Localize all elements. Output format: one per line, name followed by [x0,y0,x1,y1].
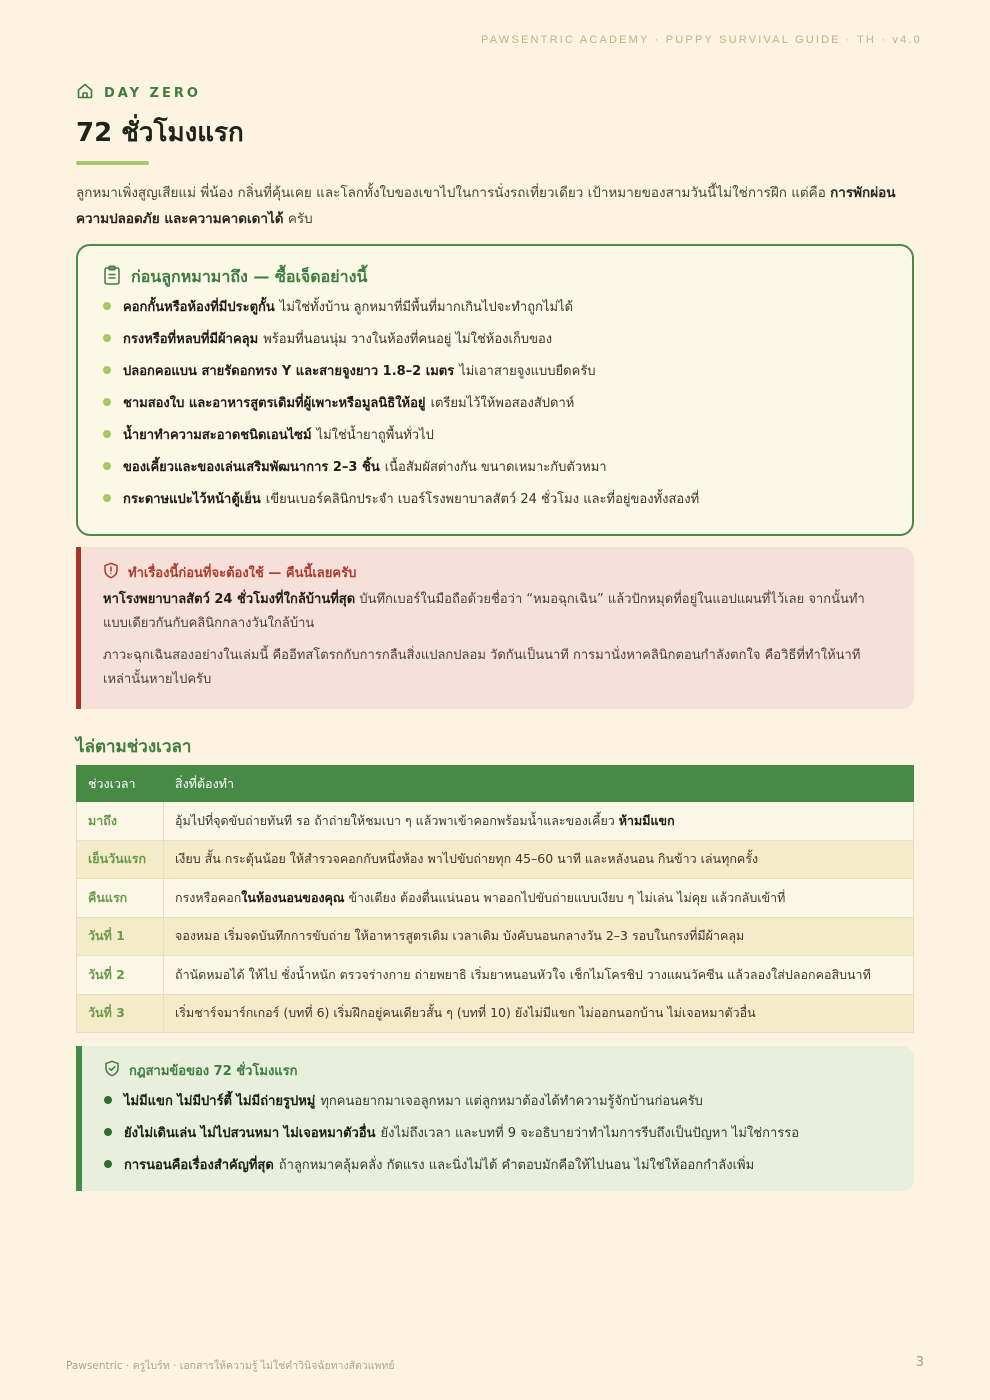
kicker [76,82,201,104]
checklist-box [76,244,914,536]
title-underline [76,161,149,165]
row-task [164,956,914,995]
rule-item [104,1116,890,1148]
checklist-item [103,386,888,418]
row-time: เย็นวันแรก [77,840,164,879]
row-time: วันที่ 2 [77,956,164,995]
checklist-items [103,290,888,514]
emergency-callout [76,547,914,709]
checklist-item [103,290,888,322]
rules-callout [76,1046,914,1191]
column-header-task: สิ่งที่ต้องทำ [164,766,914,802]
row-task [164,917,914,956]
bullet-dot [103,302,111,310]
checklist-item [103,322,888,354]
checklist-item-bold: ชามสองใบ และอาหารสูตรเดิมที่ผู้เพาะหรือมูลนิธิให้อยู่ [123,395,426,411]
callout-paragraph: ภาวะฉุกเฉินสองอย่างในเล่มนี้ คืออีทสโตรกกับการกลืนสิ่งแปลกปลอม วัดกันเป็นนาที การมานั่งหาคลินิกตอนกำลังตกใจ คือวิธีที่ทำให้นาทีเหล่านั้นหายไปครับ [103,648,861,687]
checklist-item-text: พร้อมที่นอนนุ่ม วางในห้องที่คนอยู่ ไม่ใช่ห้องเก็บของ [263,331,553,347]
checklist-item-text: เขียนเบอร์คลินิกประจำ เบอร์โรงพยาบาลสัตว์ 24 ชั่วโมง และที่อยู่ของทั้งสองที่ [265,491,700,507]
section-title: ไล่ตามช่วงเวลา [76,737,192,757]
table-row [77,917,914,956]
checklist-item [103,418,888,450]
callout-header [103,561,886,583]
checklist-item-bold: กระดาษแปะไว้หน้าตู้เย็น [123,491,261,507]
bullet-dot [104,1128,112,1136]
row-task [164,879,914,918]
home-icon [76,82,94,104]
table-header-row [77,766,914,802]
row-task [164,840,914,879]
checklist-title: ก่อนลูกหมามาถึง — ซื้อเจ็ดอย่างนี้ [131,266,368,286]
row-task-text: เงียบ สั้น กระตุ้นน้อย ให้สำรวจคอกกับหนึ่งห้อง พาไปขับถ่ายทุก 45–60 นาที และหลังนอน กินข้าว เล่นทุกครั้ง [175,851,759,867]
row-time: วันที่ 1 [77,917,164,956]
checklist-item-bold: น้ำยาทำความสะอาดชนิดเอนไซม์ [123,427,312,443]
rules-title: กฎสามข้อของ 72 ชั่วโมงแรก [129,1063,298,1079]
row-task-text: กรงหรือคอก [175,889,242,905]
intro-text: ลูกหมาเพิ่งสูญเสียแม่ พี่น้อง กลิ่นที่คุ้นเคย และโลกทั้งใบของเขาไปในการนั่งรถเที่ยวเดียว เป้าหมายของสามวันนี้ไม่ใช่การฝึก แต่คือ [76,185,831,201]
row-task-tail: ข้างเตียง ต้องตื่นแน่นอน พาออกไปขับถ่ายแบบเงียบ ๆ ไม่เล่น ไม่คุย แล้วกลับเข้าที่ [344,889,786,905]
checklist-item-text: ไม่เอาสายจูงแบบยืดครับ [459,363,596,379]
row-task [164,994,914,1033]
rule-item-text: ยังไม่ถึงเวลา และบทที่ 9 จะอธิบายว่าทำไมการรีบถึงเป็นปัญหา ไม่ใช่การรอ [380,1125,800,1141]
timeline-table [76,765,914,1033]
shield-alert-icon [103,562,119,583]
column-header-time: ช่วงเวลา [77,766,164,802]
bullet-dot [103,334,111,342]
bullet-dot [104,1096,112,1104]
row-time: คืนแรก [77,879,164,918]
row-time: วันที่ 3 [77,994,164,1033]
row-task [164,802,914,841]
page-title: 72 ชั่วโมงแรก [76,118,244,148]
callout-title: ทำเรื่องนี้ก่อนที่จะต้องใช้ — คืนนี้เลยครับ [128,565,357,581]
rule-item [104,1148,890,1180]
page-number: 3 [915,1355,924,1370]
footer-credit: Pawsentric · ครูไบร์ท · เอกสารให้ความรู้ ไม่ใช่คำวินิจฉัยทางสัตวแพทย์ [66,1360,395,1372]
bullet-dot [103,462,111,470]
intro-paragraph [76,180,914,232]
checklist-item-bold: ปลอกคอแบน สายรัดอกทรง Y และสายจูงยาว 1.8–2 เมตร [123,363,455,379]
rule-item [104,1084,890,1116]
kicker-label: DAY ZERO [104,85,201,101]
checklist-item-text: เนื้อสัมผัสต่างกัน ขนาดเหมาะกับตัวหมา [384,459,607,475]
callout-text: บันทึกเบอร์ในมือถือด้วยชื่อว่า “หมอฉุกเฉิน” แล้วปักหมุดที่อยู่ในแอปแผนที่ไว้เลย จากนั้นทำแบบเดียวกันกับคลินิกกลางวันใกล้บ้าน [103,592,865,631]
row-task-bold: ในห้องนอนของคุณ [241,889,345,905]
checklist-item-text: ไม่ใช่ทั้งบ้าน ลูกหมาที่มีพื้นที่มากเกินไปจะทำถูกไม่ได้ [279,299,574,315]
bullet-dot [103,430,111,438]
rules-header [104,1059,890,1081]
row-task-bold: ห้ามมีแขก [618,812,675,828]
checklist-item-bold: คอกกั้นหรือห้องที่มีประตูกั้น [123,299,275,315]
checklist-item-bold: ของเคี้ยวและของเล่นเสริมพัฒนาการ 2–3 ชิ้น [123,459,380,475]
running-header: PAWSENTRIC ACADEMY · PUPPY SURVIVAL GUIDE · TH · v4.0 [481,34,922,46]
rule-item-bold: ยังไม่เดินเล่น ไม่ไปสวนหมา ไม่เจอหมาตัวอื่น [124,1125,376,1141]
bullet-dot [103,494,111,502]
checklist-header [103,264,888,290]
checklist-item-bold: กรงหรือที่หลบที่มีผ้าคลุม [123,331,259,347]
bullet-dot [103,366,111,374]
rule-item-bold: การนอนคือเรื่องสำคัญที่สุด [124,1157,274,1173]
row-task-text: เริ่มชาร์จมาร์กเกอร์ (บทที่ 6) เริ่มฝึกอยู่คนเดียวสั้น ๆ (บทที่ 10) ยังไม่มีแขก ไม่ออกนอกบ้าน ไม่เจอหมาตัวอื่น [175,1005,756,1021]
rules-items [104,1084,890,1180]
clipboard-icon [103,265,121,289]
shield-check-icon [104,1060,120,1081]
callout-paragraph [103,588,886,636]
table-row [77,802,914,841]
checklist-item [103,354,888,386]
intro-emphasis: การพักผ่อน ความปลอดภัย และความคาดเดาได้ [76,185,896,227]
rule-item-text: ถ้าลูกหมาคลุ้มคลั่ง กัดแรง และนิ่งไม่ได้ คำตอบมักคือให้ไปนอน ไม่ใช่ให้ออกกำลังเพิ่ม [278,1157,755,1173]
intro-tail: ครับ [283,211,313,227]
checklist-item [103,482,888,514]
checklist-item-text: ไม่ใช่น้ำยาถูพื้นทั่วไป [316,427,434,443]
rule-item-bold: ไม่มีแขก ไม่มีปาร์ตี้ ไม่มีถ่ายรูปหมู่ [124,1093,316,1109]
checklist-item-text: เตรียมไว้ให้พอสองสัปดาห์ [430,395,575,411]
row-time: มาถึง [77,802,164,841]
table-row [77,956,914,995]
table-row [77,840,914,879]
rule-item-text: ทุกคนอยากมาเจอลูกหมา แต่ลูกหมาต้องได้ทำความรู้จักบ้านก่อนครับ [320,1093,703,1109]
table-row [77,994,914,1033]
row-task-text: อุ้มไปที่จุดขับถ่ายทันที รอ ถ้าถ่ายให้ชมเบา ๆ แล้วพาเข้าคอกพร้อมน้ำและของเคี้ยว [175,812,619,828]
callout-emphasis: หาโรงพยาบาลสัตว์ 24 ชั่วโมงที่ใกล้บ้านที่สุด [103,592,356,607]
bullet-dot [103,398,111,406]
row-task-text: ถ้านัดหมอได้ ให้ไป ชั่งน้ำหนัก ตรวจร่างกาย ถ่ายพยาธิ เริ่มยาหนอนหัวใจ เช็กไมโครชิป วางแผนวัคซีน แล้วลองใส่ปลอกคอสิบนาที [175,966,871,982]
checklist-item [103,450,888,482]
table-row [77,879,914,918]
row-task-text: จองหมอ เริ่มจดบันทึกการขับถ่าย ให้อาหารสูตรเดิม เวลาเดิม บังคับนอนกลางวัน 2–3 รอบในกรงที่มีผ้าคลุม [175,928,745,944]
bullet-dot [104,1160,112,1168]
